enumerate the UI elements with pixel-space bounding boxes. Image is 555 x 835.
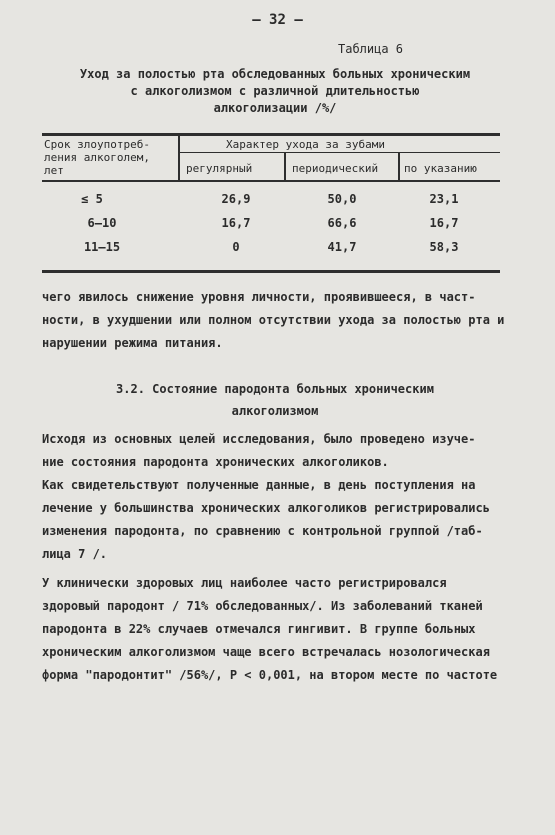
page-number: – 32 – xyxy=(252,12,303,28)
column-header: периодический xyxy=(292,162,379,175)
text-line: Исходя из основных целей исследования, было проведено изуче- xyxy=(42,432,476,446)
text-line: чего явилось снижение уровня личности, проявившееся, в част- xyxy=(42,290,476,304)
table-title xyxy=(40,66,510,117)
text-line: Как свидетельствуют полученные данные, в день поступления на xyxy=(42,478,476,492)
group-header: Характер ухода за зубами xyxy=(226,138,385,151)
row-header-line: ления алкоголем, xyxy=(44,151,150,164)
paragraph xyxy=(42,428,512,566)
value-cell: 16,7 xyxy=(221,216,251,230)
value-cell: 16,7 xyxy=(429,216,459,230)
text-line: хроническим алкоголизмом чаще всего встречалась нозологическая xyxy=(42,645,490,659)
table-bottom-rule xyxy=(42,270,500,273)
term-cell: 11–15 xyxy=(83,240,121,254)
value-cell: 0 xyxy=(232,240,240,254)
paragraph xyxy=(42,572,512,687)
text-line: пародонта в 22% случаев отмечался гингивит. В группе больных xyxy=(42,622,476,636)
table-group-rule xyxy=(180,152,500,153)
table-divider xyxy=(398,153,400,181)
column-header: по указанию xyxy=(404,162,477,175)
table-divider xyxy=(284,153,286,181)
heading-line: 3.2. Состояние пародонта больных хроническим xyxy=(116,382,434,396)
value-cell: 41,7 xyxy=(327,240,357,254)
row-header-line: Срок злоупотреб- xyxy=(44,138,150,151)
paragraph xyxy=(42,286,512,355)
table-title-line: с алкоголизмом с различной длительностью xyxy=(130,84,420,98)
table-header-rule xyxy=(42,180,500,182)
row-header-line: лет xyxy=(44,164,64,177)
value-cell: 26,9 xyxy=(221,192,251,206)
value-cell: 23,1 xyxy=(429,192,459,206)
text-line: ние состояния пародонта хронических алкоголиков. xyxy=(42,455,389,469)
text-line: лица 7 /. xyxy=(42,547,108,561)
table-top-rule xyxy=(42,133,500,136)
table-label: Таблица 6 xyxy=(338,42,404,56)
value-cell: 66,6 xyxy=(327,216,357,230)
section-heading xyxy=(40,378,510,422)
table-title-line: алкоголизации /%/ xyxy=(213,101,337,115)
text-line: лечение у большинства хронических алкоголиков регистрировались xyxy=(42,501,490,515)
text-line: У клинически здоровых лиц наиболее часто регистрировался xyxy=(42,576,447,590)
heading-line: алкоголизмом xyxy=(231,404,319,418)
term-cell: ≤ 5 xyxy=(81,192,103,206)
text-line: здоровый пародонт / 71% обследованных/. Из заболеваний тканей xyxy=(42,599,483,613)
text-line: форма "пародонтит" /56%/, Р < 0,001, на втором месте по частоте xyxy=(42,668,498,682)
value-cell: 50,0 xyxy=(327,192,357,206)
table-title-line: Уход за полостью рта обследованных больных хроническим xyxy=(79,67,471,81)
text-line: нарушении режима питания. xyxy=(42,336,223,350)
table-divider xyxy=(178,136,180,181)
text-line: ности, в ухудшении или полном отсутствии ухода за полостью рта и xyxy=(42,313,505,327)
column-header: регулярный xyxy=(186,162,253,175)
value-cell: 58,3 xyxy=(429,240,459,254)
text-line: изменения пародонта, по сравнению с контрольной группой /таб- xyxy=(42,524,483,538)
term-cell: 6–10 xyxy=(87,216,117,230)
